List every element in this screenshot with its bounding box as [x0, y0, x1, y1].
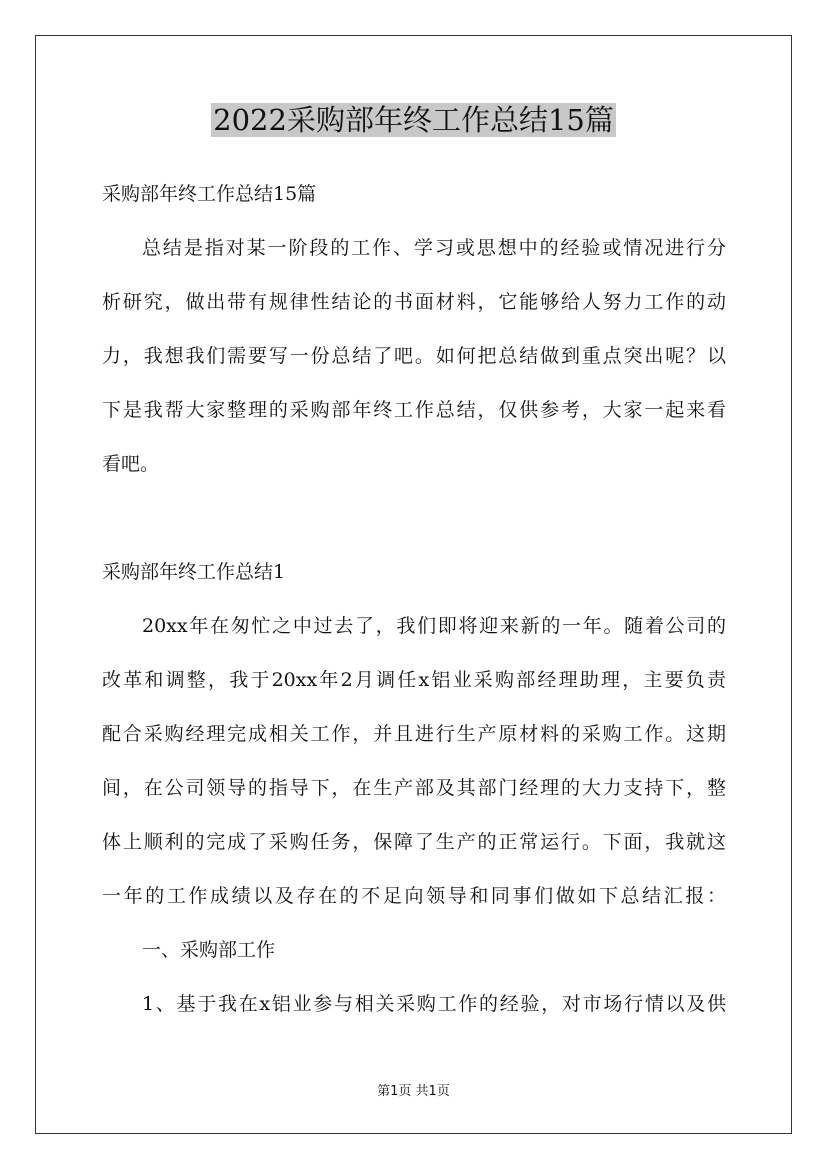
document-subtitle: 采购部年终工作总结15篇	[102, 183, 317, 205]
intro-line-5: 看吧。	[102, 453, 160, 475]
intro-line-2: 析研究，做出带有规律性结论的书面材料，它能够给人努力工作的动	[102, 291, 726, 313]
section-1-line-5: 体上顺利的完成了采购任务，保障了生产的正常运行。下面，我就这	[102, 831, 726, 853]
intro-line-4: 下是我帮大家整理的采购部年终工作总结，仅供参考，大家一起来看	[102, 399, 726, 421]
intro-line-3: 力，我想我们需要写一份总结了吧。如何把总结做到重点突出呢？以	[102, 345, 726, 367]
intro-line-1: 总结是指对某一阶段的工作、学习或思想中的经验或情况进行分	[142, 237, 726, 259]
section-1-line-6: 一年的工作成绩以及存在的不足向领导和同事们做如下总结汇报：	[102, 885, 726, 907]
section-1-heading: 采购部年终工作总结1	[102, 561, 286, 583]
section-1-line-2: 改革和调整，我于20xx年2月调任x铝业采购部经理助理，主要负责	[102, 669, 726, 691]
page-footer: 第1页 共1页	[377, 1084, 450, 1099]
subheading-procurement: 一、采购部工作	[142, 939, 276, 961]
document-title	[0, 100, 827, 140]
section-1-line-4: 间，在公司领导的指导下，在生产部及其部门经理的大力支持下，整	[102, 777, 726, 799]
document-title-text: 2022采购部年终工作总结15篇	[213, 103, 614, 137]
section-1-line-3: 配合采购经理完成相关工作，并且进行生产原材料的采购工作。这期	[102, 723, 726, 745]
item-1-line: 1、基于我在x铝业参与相关采购工作的经验，对市场行情以及供	[142, 993, 726, 1015]
section-1-line-1: 20xx年在匆忙之中过去了，我们即将迎来新的一年。随着公司的	[142, 615, 726, 637]
